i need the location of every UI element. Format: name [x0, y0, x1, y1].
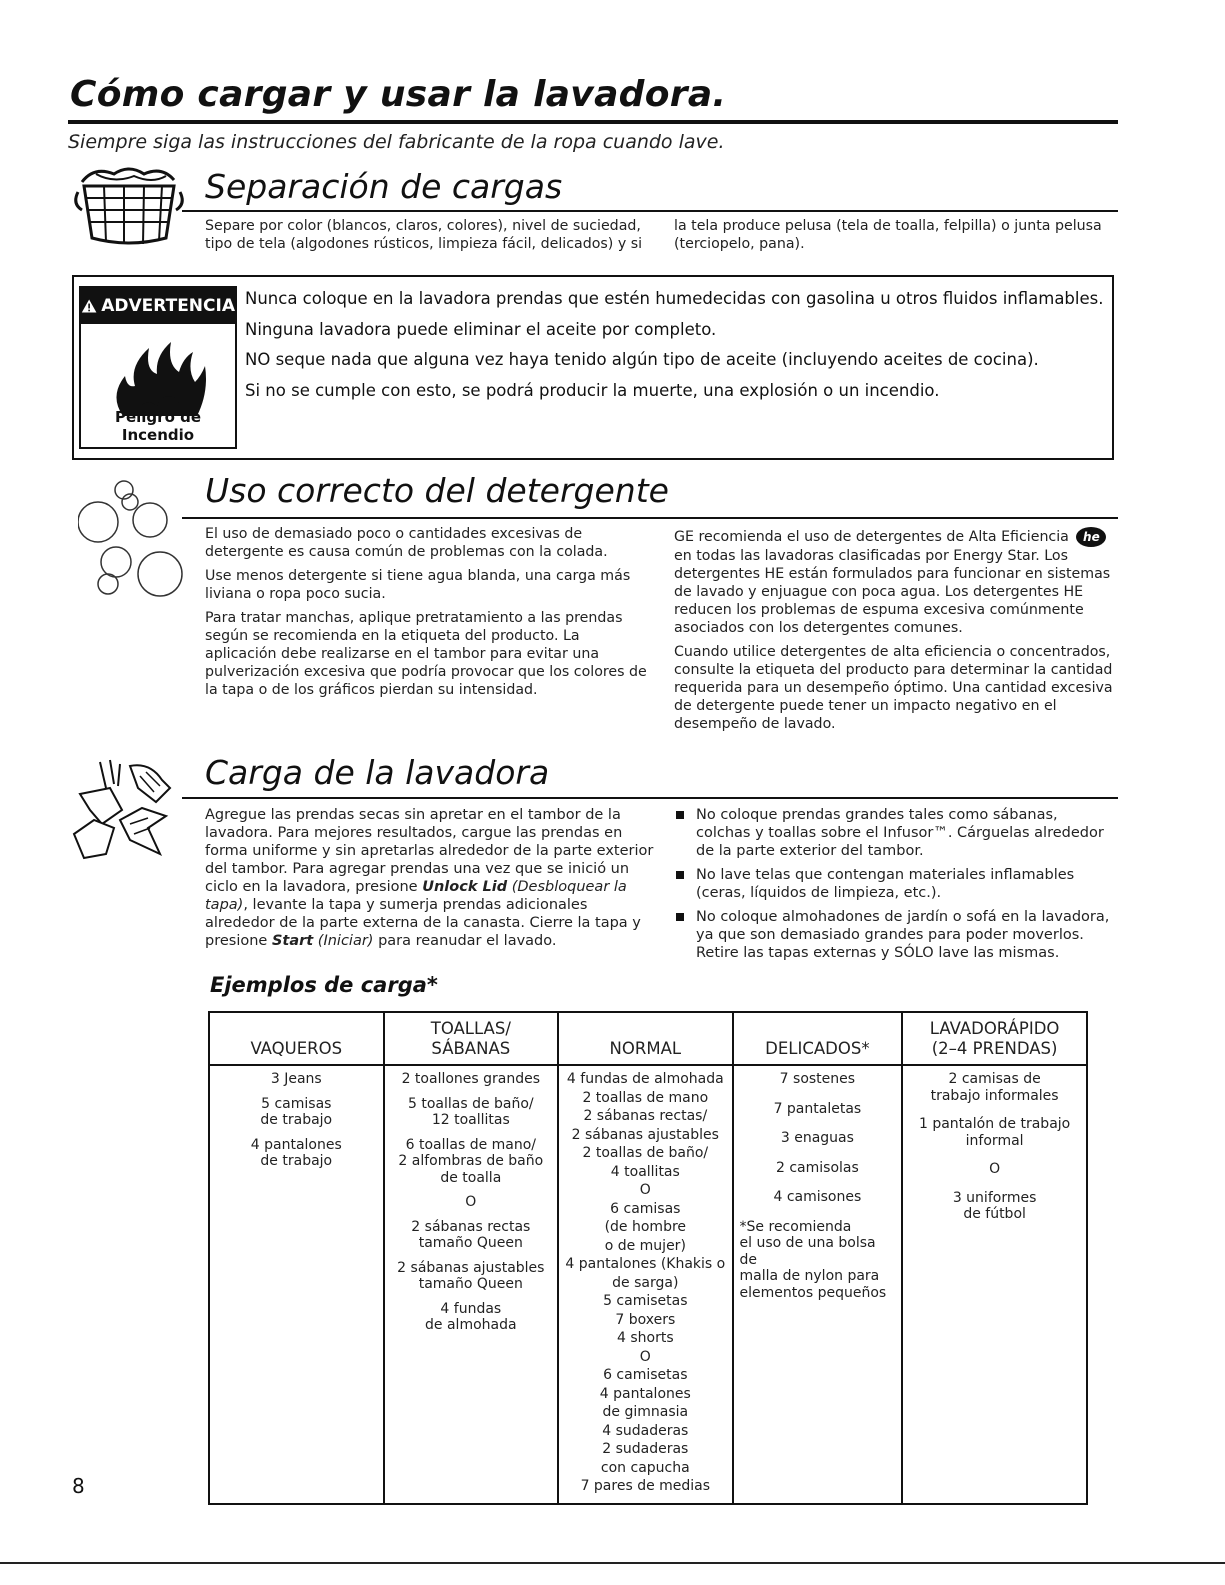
bullet-item: No coloque prendas grandes tales como sábanas, colchas y toallas sobre el Infusor™. Cárguelas alrededor de la parte exterior del tambor.: [676, 806, 1116, 860]
list-item: de sarga): [612, 1274, 679, 1291]
list-item: 3 uniformes de fútbol: [952, 1189, 1037, 1222]
list-item: O: [465, 1194, 477, 1210]
loading-title: Carga de la lavadora: [205, 753, 550, 792]
table-cell-jeans: [209, 1065, 384, 1504]
loading-text: Agregue las prendas secas sin apretar en el tambor de la lavadora. Para mejores resultados, cargue las prendas en forma uniforme y sin apretarlas alrededor de la parte exterior del tambor. Para agregar prendas una vez que se inició un ciclo en la lavadora, presione: [205, 807, 654, 895]
detergent-right: [674, 527, 1114, 739]
list-item: 7 sostenes: [779, 1071, 856, 1087]
list-item: 4 pantalones de trabajo: [250, 1136, 342, 1169]
list-item: 4 toallitas: [610, 1163, 680, 1180]
he-text-after: en todas las lavadoras clasificadas por Energy Star. Los detergentes HE están formulados para funcionar en sistemas de lavado y enjuague con poca agua. Los detergentes HE reducen los problemas de espuma excesiva comúnmente asociados con los detergentes comunes.: [674, 548, 1111, 636]
detergent-rule: [182, 517, 1118, 519]
loading-rule: [182, 797, 1118, 799]
loading-text: , levante la tapa y sumerja prendas adicionales alrededor de la parte externa de la canasta. Cierre la tapa y presione: [205, 897, 641, 949]
list-item: 6 camisetas: [603, 1367, 688, 1383]
warning-badge: [79, 286, 237, 449]
table-cell-quick-wash: [902, 1065, 1087, 1504]
list-item: o de mujer): [604, 1237, 686, 1254]
title-rule: [68, 120, 1118, 124]
list-item: 4 camisones: [773, 1189, 862, 1205]
warning-triangle-icon: [81, 297, 97, 315]
warning-footer: Peligro de Incendio: [114, 408, 202, 444]
start-translation: (Iniciar): [313, 933, 374, 949]
list-item: 2 toallones grandes: [401, 1071, 541, 1087]
list-item: 2 toallas de mano: [582, 1089, 709, 1106]
list-item: 7 pantaletas: [773, 1100, 862, 1117]
list-item: O: [639, 1348, 651, 1365]
list-item: 1 pantalón de trabajo informal: [918, 1116, 1071, 1149]
list-item: 7 pares de medias: [580, 1478, 711, 1494]
list-item: 2 sábanas rectas/: [583, 1108, 708, 1124]
list-item: 6 camisas: [610, 1200, 681, 1217]
list-item: 4 pantalones: [599, 1385, 691, 1402]
column-header: VAQUEROS: [209, 1012, 384, 1065]
list-item: 7 boxers: [615, 1311, 676, 1328]
bullet-item: No lave telas que contengan materiales inflamables (ceras, líquidos de limpieza, etc.).: [676, 866, 1116, 902]
bullet-square-icon: [676, 913, 684, 921]
list-item: 2 sábanas ajustables: [571, 1126, 719, 1143]
bullet-item: No coloque almohadones de jardín o sofá en la lavadora, ya que son demasiado grandes para poder moverlos. Retire las tapas externas y SÓLO lave las mismas.: [676, 908, 1116, 962]
sorting-text-right: la tela produce pelusa (tela de toalla, felpilla) o junta pelusa (terciopelo, pana).: [674, 218, 1102, 252]
bullet-square-icon: [676, 871, 684, 879]
warning-line: NO seque nada que alguna vez haya tenido algún tipo de aceite (incluyendo aceites de cocina).: [245, 350, 1039, 369]
list-item: 4 fundas de almohada: [425, 1300, 517, 1333]
list-item: 5 camisetas: [603, 1293, 688, 1309]
list-item: 6 toallas de mano/ 2 alfombras de baño de toalla: [398, 1136, 544, 1186]
list-item: 5 toallas de baño/ 12 toallitas: [407, 1095, 534, 1128]
list-item: 4 sudaderas: [602, 1422, 689, 1439]
list-item: de gimnasia: [602, 1404, 689, 1420]
detergent-left: [205, 525, 653, 705]
bottom-rule: [0, 1562, 1225, 1564]
detergent-title: Uso correcto del detergente: [205, 471, 669, 510]
list-item: 4 fundas de almohada: [566, 1071, 724, 1087]
warning-line: Si no se cumple con esto, se podrá producir la muerte, una explosión o un incendio.: [245, 380, 940, 400]
examples-title: Ejemplos de carga*: [210, 973, 438, 997]
list-item: O: [989, 1161, 1001, 1177]
unlock-lid-label: Unlock Lid: [422, 879, 508, 895]
load-examples-table: [208, 1011, 1088, 1505]
warning-label: ADVERTENCIA: [101, 296, 235, 316]
warning-header: [81, 288, 235, 324]
table-cell-towels: [384, 1065, 559, 1504]
loading-text: para reanudar el lavado.: [373, 933, 557, 949]
list-item: 4 shorts: [616, 1330, 674, 1346]
warning-line: Ninguna lavadora puede eliminar el aceite por completo.: [245, 319, 717, 339]
table-cell-delicates: [733, 1065, 903, 1504]
list-item: 4 pantalones (Khakis o: [565, 1256, 726, 1272]
page-title: Cómo cargar y usar la lavadora.: [70, 74, 727, 115]
list-item: 2 camisas de trabajo informales: [930, 1071, 1059, 1104]
detergent-paragraph: El uso de demasiado poco o cantidades excesivas de detergente es causa común de problemas con la colada.: [205, 526, 608, 560]
column-header: TOALLAS/ SÁBANAS: [384, 1012, 559, 1065]
detergent-he-paragraph: [674, 527, 1114, 637]
column-header: DELICADOS*: [733, 1012, 903, 1065]
he-text-before: GE recomienda el uso de detergentes de Alta Eficiencia: [674, 529, 1069, 545]
sorting-title: Separación de cargas: [205, 167, 563, 206]
laundry-basket-icon: [74, 164, 184, 254]
loading-bullets: [676, 806, 1116, 968]
column-header: LAVADORÁPIDO (2–4 PRENDAS): [902, 1012, 1087, 1065]
page-subtitle: Siempre siga las instrucciones del fabricante de la ropa cuando lave.: [68, 131, 725, 153]
fire-icon: [105, 336, 215, 418]
bubbles-icon: [78, 478, 188, 612]
list-item: 5 camisas de trabajo: [260, 1095, 333, 1128]
detergent-paragraph: Use menos detergente si tiene agua blanda, una carga más liviana o ropa poco sucia.: [205, 568, 631, 602]
list-item: 2 sábanas rectas tamaño Queen: [411, 1218, 531, 1251]
list-item: con capucha: [600, 1459, 690, 1476]
warning-line: Nunca coloque en la lavadora prendas que estén humedecidas con gasolina u otros fluidos inflamables.: [245, 289, 1104, 308]
loading-paragraph: [205, 806, 655, 950]
sorting-rule: [182, 210, 1118, 212]
list-item: 2 toallas de baño/: [582, 1145, 709, 1161]
unlock-lid-translation: (Desbloquear la tapa): [205, 879, 627, 913]
list-item: (de hombre: [604, 1219, 687, 1235]
list-item: O: [639, 1182, 651, 1198]
bullet-square-icon: [676, 811, 684, 819]
detergent-paragraph: Cuando utilice detergentes de alta eficiencia o concentrados, consulte la etiqueta del producto para determinar la cantidad requerida para un desempeño óptimo. Una cantidad excesiva de detergente puede tener un impacto negativo en el desempeño de lavado.: [674, 644, 1113, 732]
list-item: 2 sábanas ajustables tamaño Queen: [397, 1259, 545, 1292]
column-header: NORMAL: [558, 1012, 732, 1065]
detergent-paragraph: Para tratar manchas, aplique pretratamiento a las prendas según se recomienda en la etiqueta del producto. La aplicación debe realizarse en el tambor para evitar una pulverización excesiva que podría provocar que los colores de la tapa o de los gráficos pierdan su intensidad.: [205, 610, 647, 698]
delicates-note: *Se recomienda el uso de una bolsa de malla de nylon para elementos pequeños: [739, 1218, 887, 1301]
list-item: 2 camisolas: [775, 1159, 859, 1176]
warning-text: [245, 284, 1105, 406]
list-item: 3 Jeans: [270, 1071, 322, 1087]
sorting-text-left: Separe por color (blancos, claros, colores), nivel de suciedad, tipo de tela (algodones rústicos, limpieza fácil, delicados) y si: [205, 218, 643, 252]
table-cell-normal: [558, 1065, 732, 1504]
page-number: 8: [72, 1474, 85, 1498]
clothes-icon: [70, 758, 182, 866]
list-item: 2 sudaderas: [602, 1441, 689, 1457]
list-item: 3 enaguas: [780, 1130, 854, 1146]
he-logo-icon: he: [1076, 527, 1106, 547]
start-label: Start: [271, 933, 314, 949]
